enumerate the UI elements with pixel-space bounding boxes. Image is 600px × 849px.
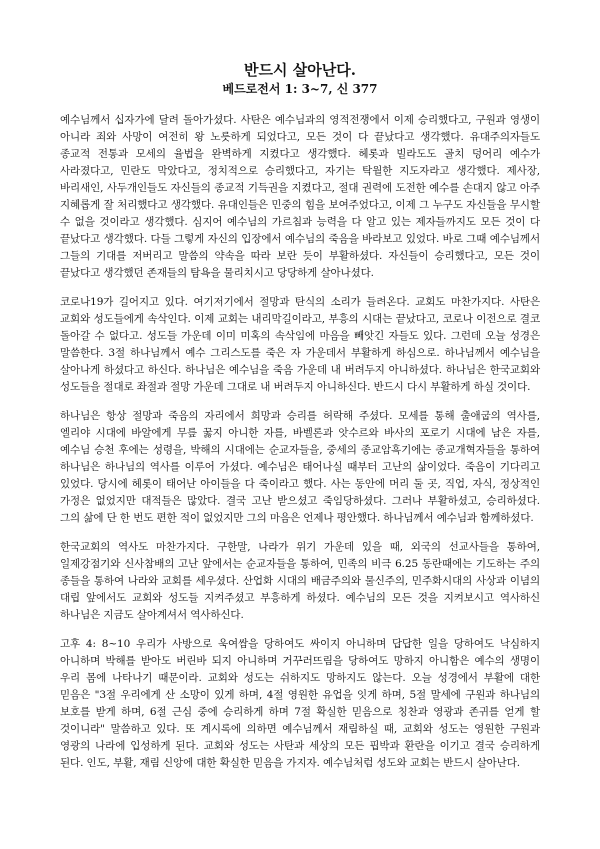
paragraph-1: 예수님께서 십자가에 달려 돌아가셨다. 사탄은 예수님과의 영적전쟁에서 이제 승리했다고, 구원과 영생이 아니라 죄와 사망이 여전히 왕 노릇하게 되었다고, 모든 것이 다 끝났다고 생각했다. 유대주의자들도 종교적 전통과 모세의 율법을 완벽하게 지켰다고 생각했다. 헤롯과 빌라도도 골치 덩어리 예수가 사라졌다고, 민란도 막았다고, 정치적으로 승리했다고, 자기는 탁월한 지도자라고 생각했다. 제사장, 바리새인, 사두개인들도 자신들의 종교적 기득권을 지켰다고, 절대 권력에 도전한 예수를 손대지 않고 아주 지혜롭게 잘 처리했다고 생각했다. 유대인들은 민중의 힘을 보여주었다고, 이제 그 누구도 자신들을 무시할 수 없을 것이라고 생각했다. 심지어 예수님의 가르침과 능력을 다 알고 있는 제자들까지도 모든 것이 다 끝났다고 생각했다. 다들 그렇게 자신의 입장에서 예수님의 죽음을 바라보고 있었다. 바로 그때 예수님께서 그들의 기대를 저버리고 말씀의 약속을 따라 보란 듯이 부활하셨다. 자신들이 승리했다고, 모든 것이 끝났다고 생각했던 존재들의 탐욕을 물리치시고 당당하게 살아나셨다. (60, 114, 540, 279)
paragraph-4: 한국교회의 역사도 마찬가지다. 구한말, 나라가 위기 가운데 있을 때, 외국의 선교사들을 통하여, 일제강점기와 신사참배의 고난 앞에서는 순교자들을 통하여, 민족의 비극 6.25 동란때에는 기도하는 주의 종들을 통하여 나라와 교회를 세우셨다. 산업화 시대의 배금주의와 물신주의, 민주화시대의 사상과 이념의 대립 앞에서도 교회와 성도들 지켜주셨고 부흥하게 하셨다. 예수님의 모든 것을 지켜보시고 역사하신 하나님은 지금도 살아계셔서 역사하신다. (60, 541, 540, 621)
paragraph-5: 고후 4: 8~10 우리가 사방으로 욱여쌈을 당하여도 싸이지 아니하며 답답한 일을 당하여도 낙심하지 아니하며 박해를 받아도 버린바 되지 아니하며 거꾸러뜨림을 당하여도 망하지 아니함은 예수의 생명이 우리 몸에 나타나기 때문이라. 교회와 성도는 쉬하지도 망하지도 않는다. 오늘 성경에서 부활에 대한 믿음은 "3절 우리에게 산 소망이 있게 하며, 4절 영원한 유업을 잇게 하며, 5절 말세에 구원과 하나님의 보호를 받게 하며, 6절 근심 중에 승리하게 하며 7절 확실한 믿음으로 칭찬과 영광과 존귀를 얻게 할 것이니라" 말씀하고 있다. 또 계시록에 의하면 예수님께서 재림하실 때, 교회와 성도는 영원한 구원과 영광의 나라에 입성하게 된다. 교회와 성도는 사탄과 세상의 모든 핍박과 환란을 이기고 결국 승리하게 된다. 인도, 부활, 재림 신앙에 대한 확실한 믿음을 가지자. 예수님처럼 성도와 교회는 반드시 살아난다. (60, 638, 540, 769)
paragraph-2: 코로나19가 길어지고 있다. 여기저기에서 절망과 탄식의 소리가 들려온다. 교회도 마찬가지다. 사탄은 교회와 성도들에게 속삭인다. 이제 교회는 내리막길이라고, 부흥의 시대는 끝났다고, 코로나 이전으로 결코 돌아갈 수 없다고. 성도들 가운데 이미 미혹의 속삭임에 마음을 빼앗긴 자들도 있다. 그런데 오늘 성경은 말씀한다. 3절 하나님께서 예수 그리스도를 죽은 자 가운데서 부활하게 하심으로. 하나님께서 예수님을 살아나게 하셨다고 하신다. 하나님은 예수님을 죽음 가운데 내 버려두지 아니하셨다. 하나님은 한국교회와 성도들을 절대로 좌절과 절망 가운데 그대로 내 버려두지 아니하신다. 반드시 다시 부활하게 하실 것이다. (60, 296, 540, 393)
paragraph-3: 하나님은 항상 절망과 죽음의 자리에서 희망과 승리를 허락해 주셨다. 모세를 통해 출애굽의 역사를, 엘리야 시대에 바알에게 무릎 꿇지 아니한 자를, 바벨론과 앗수르와 바사의 포로기 시대에 남은 자를, 예수님 승천 후에는 성령을, 박해의 시대에는 순교자들을, 중세의 종교암흑기에는 종교개혁자들을 통하여 하나님은 하나님의 역사를 이루어 가셨다. 예수님은 태어나실 때부터 고난의 삶이었다. 죽음이 기다리고 있었다. 당시에 헤롯이 태어난 아이들을 다 죽이라고 했다. 사는 동안에 머리 둘 곳, 직업, 자식, 정상적인 가정은 없었지만 대적들은 많았다. 결국 고난 받으셨고 죽임당하셨다. 그러나 부활하셨고, 승리하셨다. 그의 삶에 단 한 번도 편한 적이 없었지만 그의 마음은 언제나 평안했다. 하나님께서 예수님과 함께하셨다. (60, 410, 540, 524)
scripture-reference: 베드로전서 1: 3~7, 신 377 (222, 82, 378, 96)
document-title: 반드시 살아난다. (244, 61, 356, 79)
